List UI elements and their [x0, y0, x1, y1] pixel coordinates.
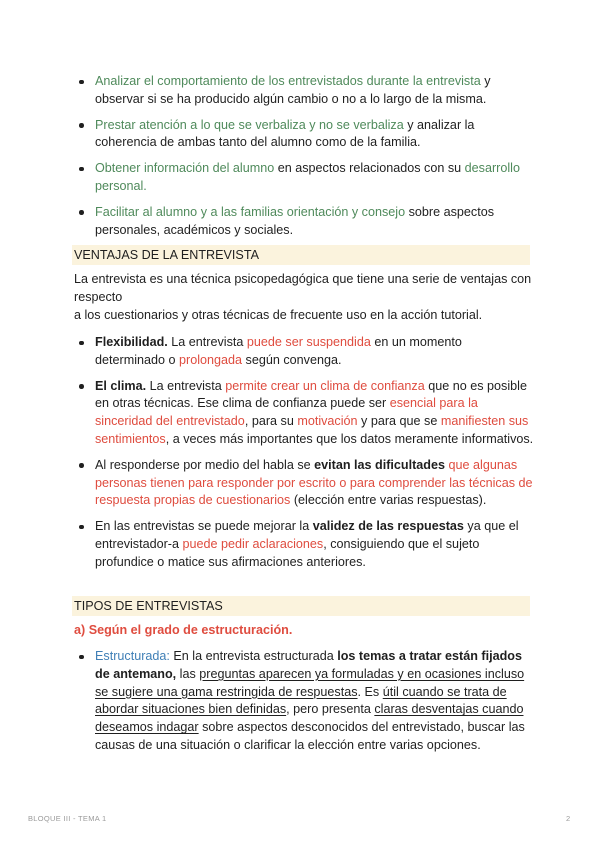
list-item: [74, 518, 534, 571]
list-item: [74, 160, 534, 196]
bullet-icon: [79, 525, 84, 530]
ventajas-intro: [74, 271, 534, 324]
list-item: [74, 334, 534, 370]
intro-line-1: La entrevista es una técnica psicopedagógica que tiene una serie de ventajas con respecto: [74, 272, 532, 304]
underlined-text: preguntas aparecen ya formuladas y en ocasiones incluso se sugiere una gama restringida de respuestas: [95, 666, 525, 699]
highlight-text: puede pedir aclaraciones: [182, 536, 324, 551]
body-text: La entrevista: [146, 378, 226, 393]
list-item: [74, 73, 534, 109]
type-label: Estructurada:: [95, 649, 170, 663]
bold-text: los temas a tratar están fijados de antemano,: [95, 649, 522, 681]
subheading-estructuracion: a) Según el grado de estructuración.: [74, 623, 293, 637]
body-text: , consiguiendo que el sujeto profundice o matice sus afirmaciones anteriores.: [95, 536, 480, 569]
body-text: . Es: [357, 684, 383, 699]
body-text: en un momento determinado o: [95, 335, 462, 367]
body-text: según convenga.: [242, 352, 342, 367]
list-item: [74, 457, 534, 510]
highlight-text: motivación: [297, 414, 358, 429]
body-text: , a veces más importantes que los datos meramente informativos.: [165, 431, 534, 446]
bullet-icon: [79, 384, 84, 389]
bullet-icon: [79, 123, 84, 128]
highlight-text: esencial para la sinceridad del entrevistado: [95, 396, 478, 429]
bullet-icon: [79, 210, 84, 215]
body-text: (elección entre varias respuestas).: [290, 493, 487, 508]
body-text: En la entrevista estructurada: [169, 649, 338, 663]
body-text: sobre aspectos personales, académicos y sociales.: [95, 204, 495, 237]
section-heading-tipos: TIPOS DE ENTREVISTAS: [72, 596, 530, 616]
ventajas-list: [74, 334, 534, 572]
bullet-icon: [79, 463, 84, 468]
highlight-text: Facilitar al alumno y a las familias orientación y consejo: [95, 204, 406, 219]
underlined-text: útil cuando se trata de abordar situaciones bien definidas: [95, 684, 507, 717]
highlight-text: desarrollo personal.: [95, 161, 520, 193]
bold-text: evitan las dificultades: [314, 457, 446, 472]
highlight-text: manifiesten sus sentimientos: [95, 414, 529, 446]
highlight-text: que algunas personas tienen para responder por escrito o para comprender las técnicas de respuesta propias de cuestionarios: [95, 457, 533, 508]
body-text: las: [176, 666, 200, 681]
body-text: y observar si se ha producido algún cambio o no a lo largo de la misma.: [95, 74, 491, 106]
body-text: , para su: [244, 414, 298, 429]
bold-text: Flexibilidad.: [95, 335, 168, 349]
bullet-icon: [79, 167, 84, 172]
intro-line-2: a los cuestionarios y otras técnicas de frecuente uso en la acción tutorial.: [74, 307, 483, 322]
tipos-list: [74, 648, 534, 755]
body-text: Al responderse por medio del habla se: [95, 457, 315, 472]
list-item: [74, 204, 534, 240]
body-text: y para que se: [357, 414, 441, 429]
body-text: sobre aspectos desconocidos del entrevistado, buscar las causas de una situación o clarificar la elección entre varias opciones.: [95, 720, 525, 752]
body-text: que no es posible en otras técnicas. Ese clima de confianza puede ser: [95, 378, 527, 411]
bold-text: El clima.: [95, 378, 147, 393]
list-item: [74, 117, 534, 153]
highlight-text: puede ser suspendida: [246, 335, 371, 349]
body-text: ya que el entrevistador-a: [95, 519, 519, 551]
bullet-icon: [79, 655, 84, 660]
list-item: [74, 378, 534, 449]
section-heading-ventajas: VENTAJAS DE LA ENTREVISTA: [72, 245, 530, 265]
body-text: en aspectos relacionados con su: [274, 161, 465, 176]
highlight-text: Prestar atención a lo que se verbaliza y no se verbaliza: [95, 117, 404, 132]
underlined-text: claras desventajas cuando deseamos indagar: [95, 702, 524, 735]
footer-section-label: BLOQUE III - TEMA 1: [28, 814, 107, 823]
list-item: [74, 648, 534, 755]
highlight-text: prolongada: [179, 352, 243, 367]
highlight-text: permite crear un clima de confianza: [225, 378, 425, 393]
body-text: En las entrevistas se puede mejorar la: [95, 519, 313, 534]
body-text: y analizar la coherencia de ambas tanto del alumno como de la familia.: [95, 117, 475, 150]
highlight-text: Analizar el comportamiento de los entrevistados durante la entrevista: [95, 74, 481, 88]
page-number: 2: [566, 814, 571, 823]
body-text: La entrevista: [167, 335, 247, 349]
bullet-icon: [79, 341, 84, 346]
bold-text: validez de las respuestas: [312, 519, 464, 534]
body-text: , pero presenta: [286, 702, 375, 717]
highlight-text: Obtener información del alumno: [95, 161, 275, 176]
objectives-list: [74, 73, 534, 239]
bullet-icon: [79, 80, 84, 85]
